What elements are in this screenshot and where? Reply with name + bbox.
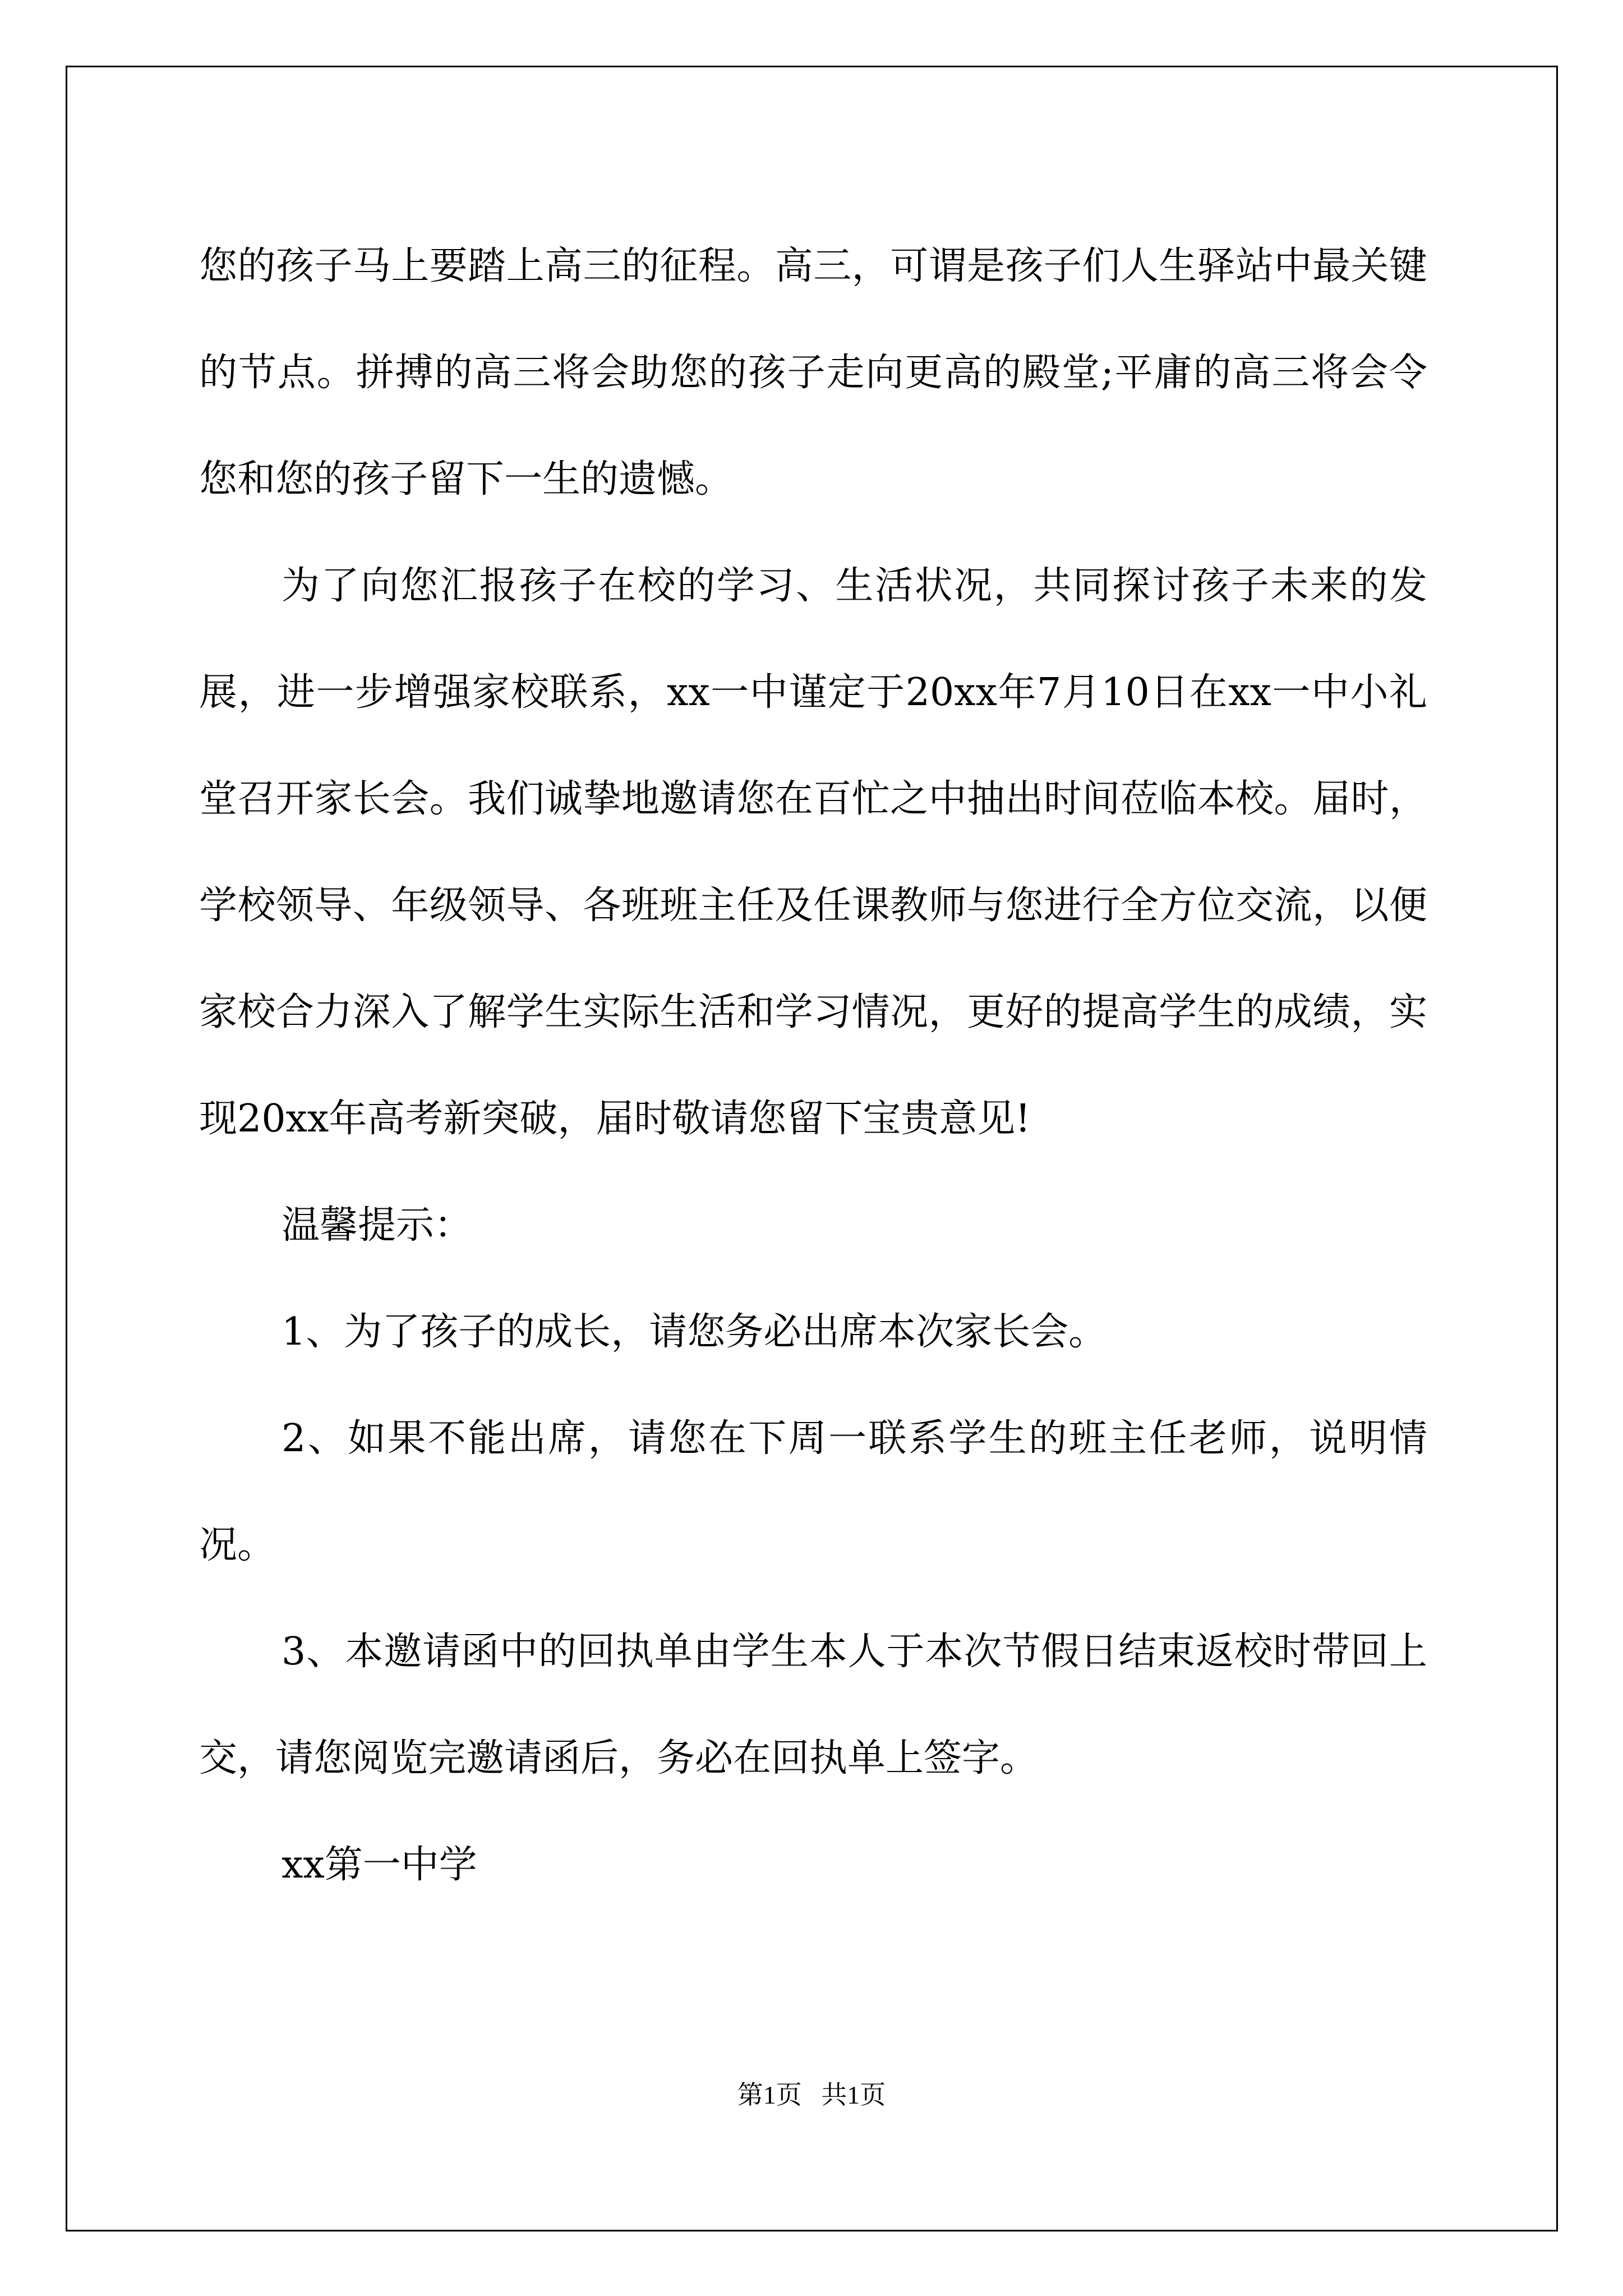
paragraph-tip-1: 1、为了孩子的成长，请您务必出席本次家长会。 bbox=[282, 1310, 1107, 1354]
paragraph-tip-3: 3、本邀请函中的回执单由学生本人于本次节假日结束返校时带回上交，请您阅览完邀请函后，务必在回执单上签字。 bbox=[199, 1630, 1427, 1780]
paragraph-intro: 您的孩子马上要踏上高三的征程。高三，可谓是孩子们人生驿站中最关键的节点。拼搏的高三将会助您的孩子走向更高的殿堂;平庸的高三将会令您和您的孩子留下一生的遗憾。 bbox=[199, 244, 1427, 501]
paragraph-tips-heading: 温馨提示： bbox=[282, 1203, 473, 1248]
paragraph-signature: xx第一中学 bbox=[282, 1843, 477, 1887]
page-number-footer: 第1页 共1页 bbox=[737, 2081, 886, 2109]
paragraph-meeting-notice: 为了向您汇报孩子在校的学习、生活状况，共同探讨孩子未来的发展，进一步增强家校联系，xx一中谨定于20xx年7月10日在xx一中小礼堂召开家长会。我们诚挚地邀请您在百忙之中抽出时间莅临本校。届时，学校领导、年级领导、各班班主任及任课教师与您进行全方位交流，以便家校合力深入了解学生实际生活和学习情况，更好的提高学生的成绩，实现20xx年高考新突破，届时敬请您留下宝贵意见! bbox=[199, 564, 1427, 1141]
paragraph-tip-2: 2、如果不能出席，请您在下周一联系学生的班主任老师，说明情况。 bbox=[199, 1416, 1427, 1567]
document-body bbox=[199, 213, 1427, 1918]
